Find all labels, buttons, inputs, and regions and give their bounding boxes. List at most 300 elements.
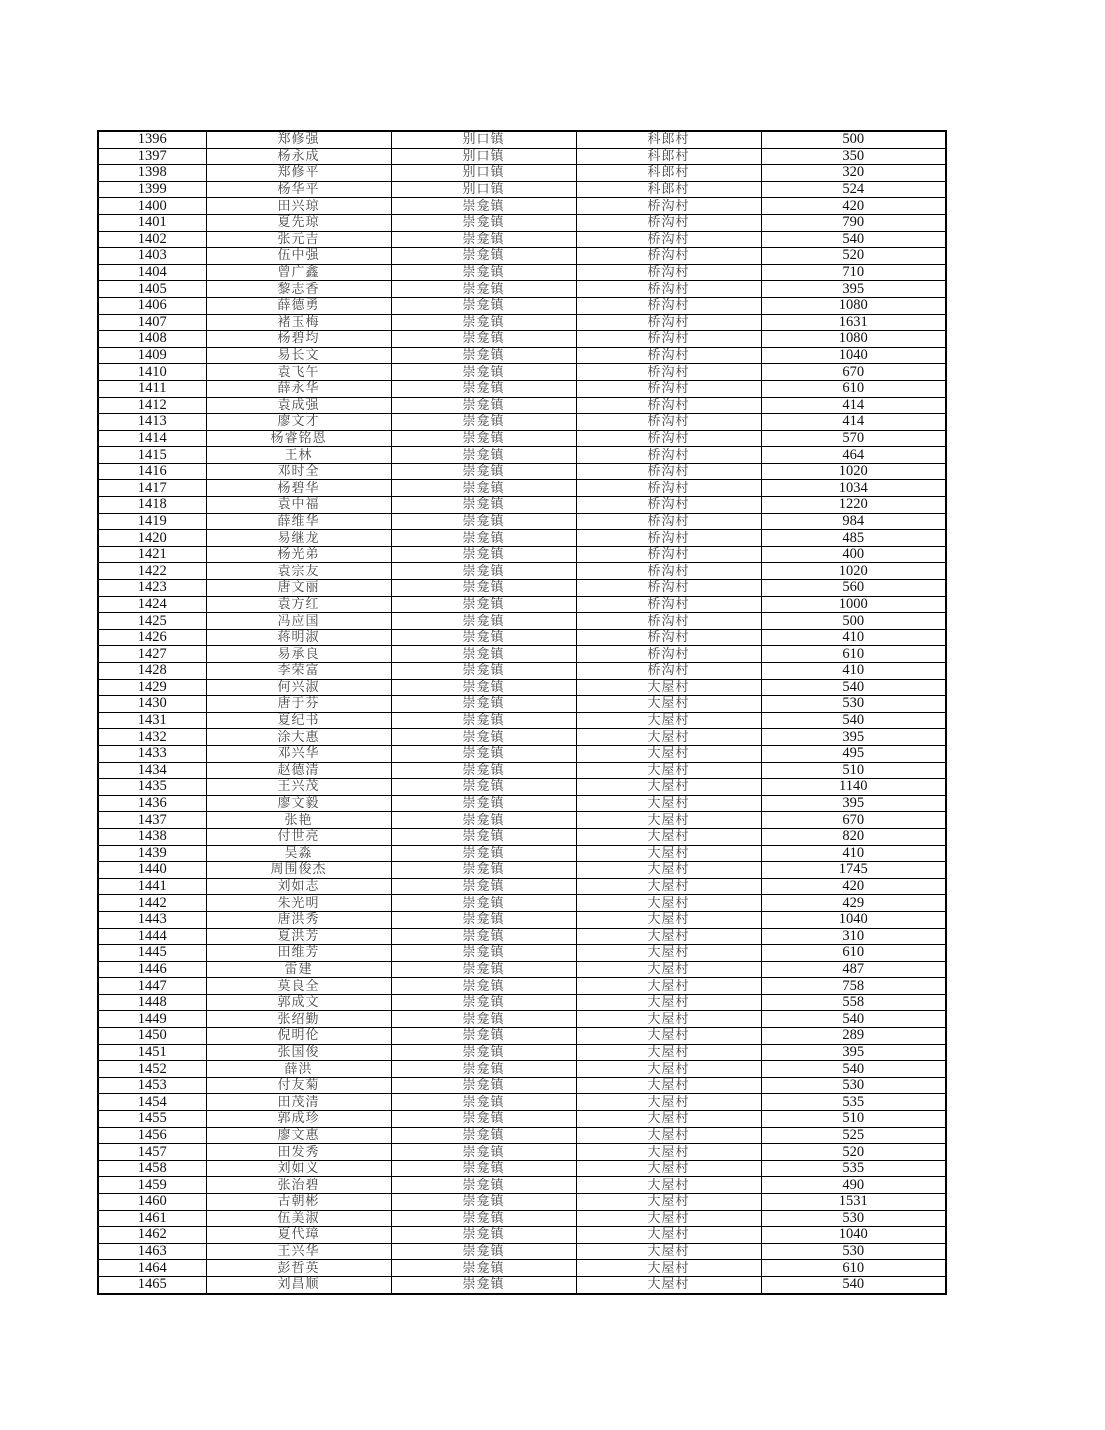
village-cell: 大屋村 bbox=[576, 1077, 761, 1094]
name-cell: 张国俊 bbox=[206, 1044, 391, 1061]
village-cell: 大屋村 bbox=[576, 911, 761, 928]
row-number-cell: 1405 bbox=[98, 281, 206, 298]
village-cell: 大屋村 bbox=[576, 1260, 761, 1277]
town-cell: 崇龛镇 bbox=[391, 530, 576, 547]
amount-cell: 520 bbox=[761, 1144, 946, 1161]
table-row bbox=[98, 181, 946, 198]
amount-cell: 429 bbox=[761, 895, 946, 912]
amount-cell: 790 bbox=[761, 214, 946, 231]
name-cell: 朱光明 bbox=[206, 895, 391, 912]
town-cell: 崇龛镇 bbox=[391, 1011, 576, 1028]
village-cell: 科郎村 bbox=[576, 131, 761, 148]
name-cell: 袁方红 bbox=[206, 596, 391, 613]
name-cell: 田茂清 bbox=[206, 1094, 391, 1111]
village-cell: 桥沟村 bbox=[576, 629, 761, 646]
town-cell: 崇龛镇 bbox=[391, 745, 576, 762]
name-cell: 郑修强 bbox=[206, 131, 391, 148]
table-row bbox=[98, 663, 946, 680]
village-cell: 桥沟村 bbox=[576, 596, 761, 613]
town-cell: 崇龛镇 bbox=[391, 480, 576, 497]
amount-cell: 395 bbox=[761, 795, 946, 812]
amount-cell: 540 bbox=[761, 1011, 946, 1028]
amount-cell: 540 bbox=[761, 231, 946, 248]
table-row bbox=[98, 745, 946, 762]
amount-cell: 1745 bbox=[761, 862, 946, 879]
town-cell: 崇龛镇 bbox=[391, 497, 576, 514]
town-cell: 崇龛镇 bbox=[391, 663, 576, 680]
amount-cell: 1220 bbox=[761, 497, 946, 514]
village-cell: 大屋村 bbox=[576, 978, 761, 995]
village-cell: 桥沟村 bbox=[576, 281, 761, 298]
row-number-cell: 1407 bbox=[98, 314, 206, 331]
name-cell: 曾广鑫 bbox=[206, 264, 391, 281]
village-cell: 桥沟村 bbox=[576, 613, 761, 630]
village-cell: 大屋村 bbox=[576, 1227, 761, 1244]
town-cell: 崇龛镇 bbox=[391, 1044, 576, 1061]
town-cell: 崇龛镇 bbox=[391, 214, 576, 231]
village-cell: 桥沟村 bbox=[576, 198, 761, 215]
amount-cell: 530 bbox=[761, 1210, 946, 1227]
table-row bbox=[98, 198, 946, 215]
amount-cell: 758 bbox=[761, 978, 946, 995]
amount-cell: 540 bbox=[761, 712, 946, 729]
town-cell: 崇龛镇 bbox=[391, 596, 576, 613]
table-row bbox=[98, 281, 946, 298]
name-cell: 刘如义 bbox=[206, 1160, 391, 1177]
table-row bbox=[98, 679, 946, 696]
village-cell: 大屋村 bbox=[576, 878, 761, 895]
town-cell: 崇龛镇 bbox=[391, 613, 576, 630]
amount-cell: 395 bbox=[761, 281, 946, 298]
amount-cell: 410 bbox=[761, 629, 946, 646]
town-cell: 崇龛镇 bbox=[391, 762, 576, 779]
table-row bbox=[98, 165, 946, 182]
amount-cell: 530 bbox=[761, 1243, 946, 1260]
village-cell: 桥沟村 bbox=[576, 314, 761, 331]
town-cell: 崇龛镇 bbox=[391, 463, 576, 480]
name-cell: 郭成珍 bbox=[206, 1111, 391, 1128]
table-row bbox=[98, 530, 946, 547]
table-row bbox=[98, 297, 946, 314]
row-number-cell: 1411 bbox=[98, 380, 206, 397]
town-cell: 崇龛镇 bbox=[391, 646, 576, 663]
amount-cell: 1631 bbox=[761, 314, 946, 331]
row-number-cell: 1445 bbox=[98, 945, 206, 962]
name-cell: 夏洪芳 bbox=[206, 928, 391, 945]
village-cell: 桥沟村 bbox=[576, 447, 761, 464]
village-cell: 大屋村 bbox=[576, 1177, 761, 1194]
village-cell: 科郎村 bbox=[576, 165, 761, 182]
amount-cell: 410 bbox=[761, 845, 946, 862]
row-number-cell: 1414 bbox=[98, 430, 206, 447]
town-cell: 崇龛镇 bbox=[391, 1194, 576, 1211]
row-number-cell: 1462 bbox=[98, 1227, 206, 1244]
name-cell: 莫良全 bbox=[206, 978, 391, 995]
village-cell: 桥沟村 bbox=[576, 264, 761, 281]
town-cell: 崇龛镇 bbox=[391, 911, 576, 928]
town-cell: 崇龛镇 bbox=[391, 878, 576, 895]
village-cell: 大屋村 bbox=[576, 1011, 761, 1028]
row-number-cell: 1401 bbox=[98, 214, 206, 231]
amount-cell: 1020 bbox=[761, 463, 946, 480]
table-row bbox=[98, 447, 946, 464]
row-number-cell: 1425 bbox=[98, 613, 206, 630]
town-cell: 崇龛镇 bbox=[391, 928, 576, 945]
row-number-cell: 1422 bbox=[98, 563, 206, 580]
name-cell: 田兴琼 bbox=[206, 198, 391, 215]
row-number-cell: 1443 bbox=[98, 911, 206, 928]
table-row bbox=[98, 580, 946, 597]
name-cell: 杨光弟 bbox=[206, 546, 391, 563]
name-cell: 伍中强 bbox=[206, 248, 391, 265]
table-row bbox=[98, 845, 946, 862]
amount-cell: 310 bbox=[761, 928, 946, 945]
table-row bbox=[98, 430, 946, 447]
town-cell: 别口镇 bbox=[391, 165, 576, 182]
amount-cell: 414 bbox=[761, 397, 946, 414]
town-cell: 崇龛镇 bbox=[391, 231, 576, 248]
row-number-cell: 1402 bbox=[98, 231, 206, 248]
table-row bbox=[98, 994, 946, 1011]
amount-cell: 464 bbox=[761, 447, 946, 464]
village-cell: 大屋村 bbox=[576, 812, 761, 829]
amount-cell: 560 bbox=[761, 580, 946, 597]
table-row bbox=[98, 214, 946, 231]
name-cell: 易承良 bbox=[206, 646, 391, 663]
town-cell: 崇龛镇 bbox=[391, 978, 576, 995]
amount-cell: 820 bbox=[761, 828, 946, 845]
name-cell: 雷建 bbox=[206, 961, 391, 978]
row-number-cell: 1459 bbox=[98, 1177, 206, 1194]
village-cell: 桥沟村 bbox=[576, 364, 761, 381]
row-number-cell: 1432 bbox=[98, 729, 206, 746]
table-row bbox=[98, 596, 946, 613]
name-cell: 张元吉 bbox=[206, 231, 391, 248]
name-cell: 夏代璋 bbox=[206, 1227, 391, 1244]
name-cell: 倪明伦 bbox=[206, 1028, 391, 1045]
amount-cell: 710 bbox=[761, 264, 946, 281]
amount-cell: 530 bbox=[761, 1077, 946, 1094]
town-cell: 崇龛镇 bbox=[391, 248, 576, 265]
row-number-cell: 1440 bbox=[98, 862, 206, 879]
amount-cell: 510 bbox=[761, 1111, 946, 1128]
table-row bbox=[98, 314, 946, 331]
village-cell: 大屋村 bbox=[576, 1276, 761, 1293]
row-number-cell: 1437 bbox=[98, 812, 206, 829]
name-cell: 蒋明淑 bbox=[206, 629, 391, 646]
town-cell: 崇龛镇 bbox=[391, 297, 576, 314]
village-cell: 桥沟村 bbox=[576, 663, 761, 680]
village-cell: 大屋村 bbox=[576, 729, 761, 746]
town-cell: 别口镇 bbox=[391, 148, 576, 165]
name-cell: 冯应国 bbox=[206, 613, 391, 630]
name-cell: 王兴茂 bbox=[206, 779, 391, 796]
amount-cell: 410 bbox=[761, 663, 946, 680]
table-row bbox=[98, 148, 946, 165]
name-cell: 薛德勇 bbox=[206, 297, 391, 314]
name-cell: 吴淼 bbox=[206, 845, 391, 862]
name-cell: 古朝彬 bbox=[206, 1194, 391, 1211]
village-cell: 桥沟村 bbox=[576, 397, 761, 414]
table-row bbox=[98, 1094, 946, 1111]
amount-cell: 1040 bbox=[761, 911, 946, 928]
name-cell: 唐于芬 bbox=[206, 696, 391, 713]
town-cell: 崇龛镇 bbox=[391, 1276, 576, 1293]
amount-cell: 540 bbox=[761, 1061, 946, 1078]
village-cell: 大屋村 bbox=[576, 779, 761, 796]
amount-cell: 558 bbox=[761, 994, 946, 1011]
name-cell: 田维芳 bbox=[206, 945, 391, 962]
table-row bbox=[98, 1127, 946, 1144]
village-cell: 桥沟村 bbox=[576, 497, 761, 514]
village-cell: 大屋村 bbox=[576, 745, 761, 762]
table-row bbox=[98, 895, 946, 912]
town-cell: 崇龛镇 bbox=[391, 380, 576, 397]
village-cell: 桥沟村 bbox=[576, 214, 761, 231]
row-number-cell: 1415 bbox=[98, 447, 206, 464]
village-cell: 桥沟村 bbox=[576, 646, 761, 663]
row-number-cell: 1434 bbox=[98, 762, 206, 779]
name-cell: 易继龙 bbox=[206, 530, 391, 547]
table-row bbox=[98, 1077, 946, 1094]
table-row bbox=[98, 812, 946, 829]
town-cell: 别口镇 bbox=[391, 131, 576, 148]
village-cell: 桥沟村 bbox=[576, 331, 761, 348]
amount-cell: 395 bbox=[761, 1044, 946, 1061]
row-number-cell: 1438 bbox=[98, 828, 206, 845]
row-number-cell: 1461 bbox=[98, 1210, 206, 1227]
table-row bbox=[98, 1144, 946, 1161]
table-row bbox=[98, 762, 946, 779]
name-cell: 张艳 bbox=[206, 812, 391, 829]
village-cell: 大屋村 bbox=[576, 1243, 761, 1260]
town-cell: 崇龛镇 bbox=[391, 1260, 576, 1277]
table-row bbox=[98, 1028, 946, 1045]
town-cell: 崇龛镇 bbox=[391, 1077, 576, 1094]
name-cell: 廖文才 bbox=[206, 414, 391, 431]
table-row bbox=[98, 1243, 946, 1260]
table-row bbox=[98, 1111, 946, 1128]
town-cell: 崇龛镇 bbox=[391, 779, 576, 796]
name-cell: 田发秀 bbox=[206, 1144, 391, 1161]
name-cell: 廖文惠 bbox=[206, 1127, 391, 1144]
row-number-cell: 1408 bbox=[98, 331, 206, 348]
amount-cell: 320 bbox=[761, 165, 946, 182]
row-number-cell: 1427 bbox=[98, 646, 206, 663]
row-number-cell: 1429 bbox=[98, 679, 206, 696]
village-cell: 大屋村 bbox=[576, 696, 761, 713]
amount-cell: 500 bbox=[761, 131, 946, 148]
amount-cell: 670 bbox=[761, 364, 946, 381]
town-cell: 崇龛镇 bbox=[391, 629, 576, 646]
amount-cell: 1140 bbox=[761, 779, 946, 796]
amount-cell: 570 bbox=[761, 430, 946, 447]
village-cell: 桥沟村 bbox=[576, 414, 761, 431]
row-number-cell: 1441 bbox=[98, 878, 206, 895]
town-cell: 崇龛镇 bbox=[391, 1094, 576, 1111]
table-row bbox=[98, 945, 946, 962]
amount-cell: 400 bbox=[761, 546, 946, 563]
village-cell: 大屋村 bbox=[576, 1044, 761, 1061]
amount-cell: 535 bbox=[761, 1160, 946, 1177]
name-cell: 夏纪书 bbox=[206, 712, 391, 729]
amount-cell: 535 bbox=[761, 1094, 946, 1111]
amount-cell: 1040 bbox=[761, 1227, 946, 1244]
row-number-cell: 1404 bbox=[98, 264, 206, 281]
town-cell: 崇龛镇 bbox=[391, 1144, 576, 1161]
amount-cell: 610 bbox=[761, 646, 946, 663]
town-cell: 崇龛镇 bbox=[391, 994, 576, 1011]
table-row bbox=[98, 878, 946, 895]
table-row bbox=[98, 546, 946, 563]
table-row bbox=[98, 862, 946, 879]
village-cell: 大屋村 bbox=[576, 862, 761, 879]
village-cell: 大屋村 bbox=[576, 1210, 761, 1227]
row-number-cell: 1397 bbox=[98, 148, 206, 165]
village-cell: 大屋村 bbox=[576, 1061, 761, 1078]
table-row bbox=[98, 613, 946, 630]
name-cell: 刘如志 bbox=[206, 878, 391, 895]
amount-cell: 1040 bbox=[761, 347, 946, 364]
town-cell: 崇龛镇 bbox=[391, 961, 576, 978]
town-cell: 崇龛镇 bbox=[391, 679, 576, 696]
row-number-cell: 1446 bbox=[98, 961, 206, 978]
table-row bbox=[98, 978, 946, 995]
table-row bbox=[98, 347, 946, 364]
town-cell: 崇龛镇 bbox=[391, 331, 576, 348]
name-cell: 薛维华 bbox=[206, 513, 391, 530]
name-cell: 付世亮 bbox=[206, 828, 391, 845]
row-number-cell: 1450 bbox=[98, 1028, 206, 1045]
town-cell: 崇龛镇 bbox=[391, 945, 576, 962]
town-cell: 崇龛镇 bbox=[391, 580, 576, 597]
amount-cell: 610 bbox=[761, 1260, 946, 1277]
table-row bbox=[98, 380, 946, 397]
table-row bbox=[98, 795, 946, 812]
village-cell: 大屋村 bbox=[576, 945, 761, 962]
name-cell: 易长文 bbox=[206, 347, 391, 364]
row-number-cell: 1463 bbox=[98, 1243, 206, 1260]
village-cell: 桥沟村 bbox=[576, 231, 761, 248]
village-cell: 科郎村 bbox=[576, 181, 761, 198]
village-cell: 桥沟村 bbox=[576, 248, 761, 265]
row-number-cell: 1416 bbox=[98, 463, 206, 480]
table-row bbox=[98, 779, 946, 796]
name-cell: 付友菊 bbox=[206, 1077, 391, 1094]
table-row bbox=[98, 131, 946, 148]
amount-cell: 500 bbox=[761, 613, 946, 630]
name-cell: 唐文丽 bbox=[206, 580, 391, 597]
village-cell: 大屋村 bbox=[576, 961, 761, 978]
town-cell: 崇龛镇 bbox=[391, 812, 576, 829]
town-cell: 崇龛镇 bbox=[391, 895, 576, 912]
town-cell: 崇龛镇 bbox=[391, 845, 576, 862]
town-cell: 崇龛镇 bbox=[391, 1227, 576, 1244]
village-cell: 科郎村 bbox=[576, 148, 761, 165]
row-number-cell: 1456 bbox=[98, 1127, 206, 1144]
row-number-cell: 1400 bbox=[98, 198, 206, 215]
amount-cell: 540 bbox=[761, 679, 946, 696]
town-cell: 崇龛镇 bbox=[391, 1028, 576, 1045]
row-number-cell: 1433 bbox=[98, 745, 206, 762]
amount-cell: 1080 bbox=[761, 297, 946, 314]
village-cell: 大屋村 bbox=[576, 679, 761, 696]
village-cell: 大屋村 bbox=[576, 1160, 761, 1177]
table-row bbox=[98, 248, 946, 265]
row-number-cell: 1412 bbox=[98, 397, 206, 414]
amount-cell: 395 bbox=[761, 729, 946, 746]
name-cell: 杨睿铭恩 bbox=[206, 430, 391, 447]
town-cell: 崇龛镇 bbox=[391, 314, 576, 331]
row-number-cell: 1442 bbox=[98, 895, 206, 912]
row-number-cell: 1396 bbox=[98, 131, 206, 148]
village-cell: 大屋村 bbox=[576, 1194, 761, 1211]
table-body bbox=[98, 131, 946, 1294]
table-row bbox=[98, 397, 946, 414]
row-number-cell: 1428 bbox=[98, 663, 206, 680]
amount-cell: 420 bbox=[761, 198, 946, 215]
town-cell: 崇龛镇 bbox=[391, 712, 576, 729]
name-cell: 郑修平 bbox=[206, 165, 391, 182]
table-row bbox=[98, 364, 946, 381]
row-number-cell: 1431 bbox=[98, 712, 206, 729]
row-number-cell: 1413 bbox=[98, 414, 206, 431]
name-cell: 张治碧 bbox=[206, 1177, 391, 1194]
table-row bbox=[98, 729, 946, 746]
table-row bbox=[98, 563, 946, 580]
table-row bbox=[98, 1276, 946, 1293]
town-cell: 崇龛镇 bbox=[391, 1210, 576, 1227]
village-cell: 桥沟村 bbox=[576, 297, 761, 314]
amount-cell: 490 bbox=[761, 1177, 946, 1194]
row-number-cell: 1457 bbox=[98, 1144, 206, 1161]
village-cell: 大屋村 bbox=[576, 845, 761, 862]
town-cell: 崇龛镇 bbox=[391, 430, 576, 447]
name-cell: 王兴华 bbox=[206, 1243, 391, 1260]
village-cell: 大屋村 bbox=[576, 928, 761, 945]
row-number-cell: 1444 bbox=[98, 928, 206, 945]
village-cell: 桥沟村 bbox=[576, 480, 761, 497]
name-cell: 王林 bbox=[206, 447, 391, 464]
village-cell: 大屋村 bbox=[576, 1111, 761, 1128]
row-number-cell: 1439 bbox=[98, 845, 206, 862]
table-row bbox=[98, 646, 946, 663]
table-row bbox=[98, 1011, 946, 1028]
amount-cell: 420 bbox=[761, 878, 946, 895]
row-number-cell: 1451 bbox=[98, 1044, 206, 1061]
amount-cell: 495 bbox=[761, 745, 946, 762]
name-cell: 杨碧华 bbox=[206, 480, 391, 497]
name-cell: 袁飞午 bbox=[206, 364, 391, 381]
name-cell: 张绍勤 bbox=[206, 1011, 391, 1028]
table-row bbox=[98, 513, 946, 530]
amount-cell: 540 bbox=[761, 1276, 946, 1293]
village-cell: 桥沟村 bbox=[576, 563, 761, 580]
village-cell: 大屋村 bbox=[576, 795, 761, 812]
row-number-cell: 1464 bbox=[98, 1260, 206, 1277]
amount-cell: 530 bbox=[761, 696, 946, 713]
row-number-cell: 1436 bbox=[98, 795, 206, 812]
amount-cell: 1020 bbox=[761, 563, 946, 580]
row-number-cell: 1421 bbox=[98, 546, 206, 563]
town-cell: 崇龛镇 bbox=[391, 1061, 576, 1078]
row-number-cell: 1409 bbox=[98, 347, 206, 364]
name-cell: 薛洪 bbox=[206, 1061, 391, 1078]
row-number-cell: 1448 bbox=[98, 994, 206, 1011]
table-row bbox=[98, 497, 946, 514]
amount-cell: 1531 bbox=[761, 1194, 946, 1211]
row-number-cell: 1410 bbox=[98, 364, 206, 381]
